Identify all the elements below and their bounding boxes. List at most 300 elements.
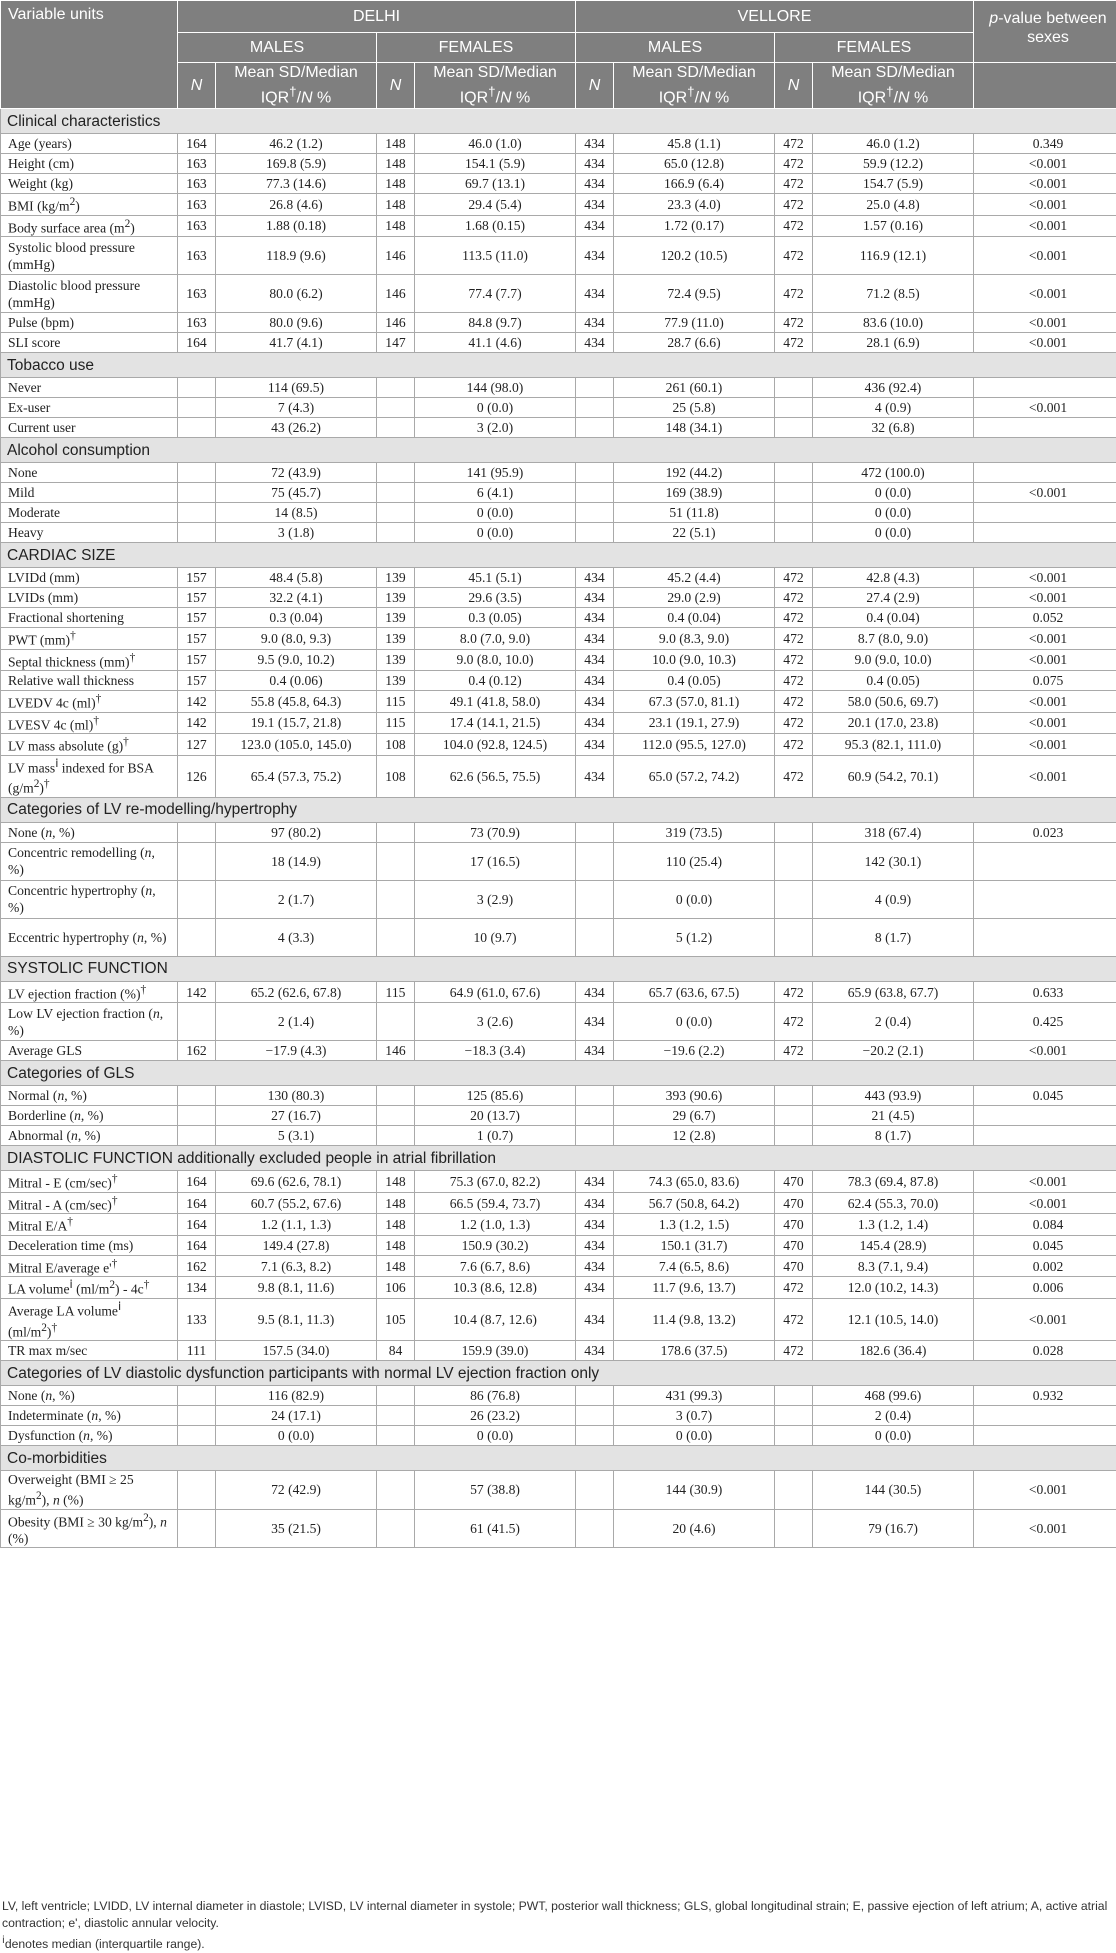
pvalue-cell bbox=[974, 378, 1116, 398]
section-title: Categories of GLS bbox=[1, 1061, 1116, 1086]
n-cell: 148 bbox=[377, 154, 415, 174]
n-cell: 139 bbox=[377, 671, 415, 691]
pvalue-cell: <0.001 bbox=[974, 483, 1116, 503]
n-cell bbox=[576, 418, 614, 438]
n-cell bbox=[178, 1406, 216, 1426]
n-cell: 470 bbox=[775, 1255, 813, 1277]
table-row bbox=[1, 418, 1116, 438]
table-row bbox=[1, 880, 1116, 918]
n-cell: 142 bbox=[178, 691, 216, 713]
n-cell bbox=[576, 503, 614, 523]
n-cell bbox=[377, 1086, 415, 1106]
row-label: Moderate bbox=[1, 503, 178, 523]
table-row bbox=[1, 378, 1116, 398]
n-cell: 434 bbox=[576, 275, 614, 313]
n-cell bbox=[377, 523, 415, 543]
table-row bbox=[1, 981, 1116, 1003]
value-cell: 8.0 (7.0, 9.0) bbox=[415, 628, 576, 650]
table-row bbox=[1, 194, 1116, 216]
n-cell: 434 bbox=[576, 154, 614, 174]
n-cell: 148 bbox=[377, 1214, 415, 1236]
value-cell: 71.2 (8.5) bbox=[813, 275, 974, 313]
n-cell: 472 bbox=[775, 215, 813, 237]
n-cell bbox=[377, 503, 415, 523]
row-label: Dysfunction (n, %) bbox=[1, 1426, 178, 1446]
table-row bbox=[1, 1298, 1116, 1340]
pvalue-cell: <0.001 bbox=[974, 1192, 1116, 1214]
n-cell: 472 bbox=[775, 1341, 813, 1361]
value-cell: 261 (60.1) bbox=[614, 378, 775, 398]
row-label: Current user bbox=[1, 418, 178, 438]
n-cell: 472 bbox=[775, 588, 813, 608]
n-cell bbox=[178, 880, 216, 918]
value-cell: 7.1 (6.3, 8.2) bbox=[216, 1255, 377, 1277]
n-cell: 434 bbox=[576, 628, 614, 650]
table-row bbox=[1, 1255, 1116, 1277]
value-cell: 154.7 (5.9) bbox=[813, 174, 974, 194]
value-cell: 4 (3.3) bbox=[216, 918, 377, 956]
section-title: SYSTOLIC FUNCTION bbox=[1, 956, 1116, 981]
pvalue-cell: <0.001 bbox=[974, 734, 1116, 756]
n-cell bbox=[377, 918, 415, 956]
section-header bbox=[1, 109, 1116, 134]
pvalue-cell bbox=[974, 1126, 1116, 1146]
value-cell: 48.4 (5.8) bbox=[216, 568, 377, 588]
n-cell: 434 bbox=[576, 1214, 614, 1236]
pvalue-cell: 0.052 bbox=[974, 608, 1116, 628]
n-cell: 126 bbox=[178, 755, 216, 797]
value-cell: 29.6 (3.5) bbox=[415, 588, 576, 608]
value-cell: 2 (0.4) bbox=[813, 1406, 974, 1426]
value-cell: 8 (1.7) bbox=[813, 1126, 974, 1146]
value-cell: 20 (4.6) bbox=[614, 1509, 775, 1548]
value-cell: 32.2 (4.1) bbox=[216, 588, 377, 608]
table-row bbox=[1, 1041, 1116, 1061]
value-cell: 178.6 (37.5) bbox=[614, 1341, 775, 1361]
value-cell: 18 (14.9) bbox=[216, 842, 377, 880]
n-cell bbox=[775, 1471, 813, 1510]
section-header bbox=[1, 353, 1116, 378]
n-cell: 157 bbox=[178, 588, 216, 608]
value-cell: 26 (23.2) bbox=[415, 1406, 576, 1426]
n-cell bbox=[775, 1426, 813, 1446]
table-row bbox=[1, 608, 1116, 628]
table-row bbox=[1, 691, 1116, 713]
value-cell: 65.0 (12.8) bbox=[614, 154, 775, 174]
n-cell: 434 bbox=[576, 671, 614, 691]
value-cell: 3 (0.7) bbox=[614, 1406, 775, 1426]
value-cell: 3 (2.9) bbox=[415, 880, 576, 918]
value-cell: 393 (90.6) bbox=[614, 1086, 775, 1106]
row-label: LV mass$^ⅰ$ indexed for BSA $(g/m^2)^\dagger$ bbox=[1, 755, 178, 797]
section-title: DIASTOLIC FUNCTION additionally excluded people in atrial fibrillation bbox=[1, 1146, 1116, 1171]
value-cell: 12.1 (10.5, 14.0) bbox=[813, 1298, 974, 1340]
n-cell bbox=[775, 463, 813, 483]
value-cell: 1.68 (0.15) bbox=[415, 215, 576, 237]
table-row bbox=[1, 842, 1116, 880]
table-row bbox=[1, 1277, 1116, 1299]
pvalue-cell: 0.425 bbox=[974, 1003, 1116, 1041]
table-row bbox=[1, 1235, 1116, 1255]
pvalue-cell: 0.006 bbox=[974, 1277, 1116, 1299]
value-cell: 35 (21.5) bbox=[216, 1509, 377, 1548]
n-cell: 434 bbox=[576, 755, 614, 797]
value-cell: 80.0 (9.6) bbox=[216, 313, 377, 333]
n-cell: 434 bbox=[576, 333, 614, 353]
n-cell: 434 bbox=[576, 174, 614, 194]
value-cell: 182.6 (36.4) bbox=[813, 1341, 974, 1361]
n-cell: 434 bbox=[576, 313, 614, 333]
n-cell: 470 bbox=[775, 1171, 813, 1193]
value-cell: 83.6 (10.0) bbox=[813, 313, 974, 333]
value-cell: 0 (0.0) bbox=[415, 503, 576, 523]
value-cell: 169.8 (5.9) bbox=[216, 154, 377, 174]
n-cell: 472 bbox=[775, 237, 813, 275]
value-cell: 2 (1.4) bbox=[216, 1003, 377, 1041]
section-title: Tobacco use bbox=[1, 353, 1116, 378]
section-header bbox=[1, 543, 1116, 568]
row-label: None (n, %) bbox=[1, 1386, 178, 1406]
value-cell: 1.3 (1.2, 1.5) bbox=[614, 1214, 775, 1236]
value-cell: 14 (8.5) bbox=[216, 503, 377, 523]
n-cell: 434 bbox=[576, 237, 614, 275]
value-cell: 60.9 (54.2, 70.1) bbox=[813, 755, 974, 797]
value-cell: 0 (0.0) bbox=[415, 1426, 576, 1446]
n-cell: 139 bbox=[377, 649, 415, 671]
n-cell: 434 bbox=[576, 712, 614, 734]
n-cell: 472 bbox=[775, 313, 813, 333]
row-label: None bbox=[1, 463, 178, 483]
pvalue-cell: <0.001 bbox=[974, 588, 1116, 608]
n-cell bbox=[178, 1471, 216, 1510]
value-cell: 123.0 (105.0, 145.0) bbox=[216, 734, 377, 756]
n-cell bbox=[377, 1126, 415, 1146]
n-cell bbox=[775, 880, 813, 918]
value-cell: 69.7 (13.1) bbox=[415, 174, 576, 194]
n-cell bbox=[178, 463, 216, 483]
value-cell: 0 (0.0) bbox=[813, 483, 974, 503]
n-cell: 470 bbox=[775, 1214, 813, 1236]
pvalue-cell: 0.349 bbox=[974, 134, 1116, 154]
n-cell bbox=[576, 1509, 614, 1548]
value-cell: 145.4 (28.9) bbox=[813, 1235, 974, 1255]
value-cell: 120.2 (10.5) bbox=[614, 237, 775, 275]
n-cell bbox=[178, 378, 216, 398]
value-cell: 159.9 (39.0) bbox=[415, 1341, 576, 1361]
table-row bbox=[1, 1426, 1116, 1446]
value-cell: 55.8 (45.8, 64.3) bbox=[216, 691, 377, 713]
value-cell: 431 (99.3) bbox=[614, 1386, 775, 1406]
pvalue-cell: <0.001 bbox=[974, 333, 1116, 353]
value-cell: −17.9 (4.3) bbox=[216, 1041, 377, 1061]
pvalue-cell bbox=[974, 523, 1116, 543]
value-cell: 0.4 (0.05) bbox=[614, 671, 775, 691]
row-label: Mild bbox=[1, 483, 178, 503]
value-cell: 4 (0.9) bbox=[813, 398, 974, 418]
value-cell: 77.3 (14.6) bbox=[216, 174, 377, 194]
value-cell: 41.7 (4.1) bbox=[216, 333, 377, 353]
n-cell: 434 bbox=[576, 1041, 614, 1061]
n-cell: 139 bbox=[377, 568, 415, 588]
n-cell: 434 bbox=[576, 568, 614, 588]
n-cell: 163 bbox=[178, 194, 216, 216]
table-body bbox=[1, 109, 1116, 1548]
n-cell: 164 bbox=[178, 1171, 216, 1193]
value-cell: 72 (43.9) bbox=[216, 463, 377, 483]
n-cell: 148 bbox=[377, 1255, 415, 1277]
n-cell: 148 bbox=[377, 174, 415, 194]
pvalue-cell: <0.001 bbox=[974, 194, 1116, 216]
n-cell bbox=[775, 1106, 813, 1126]
value-cell: 9.0 (8.0, 9.3) bbox=[216, 628, 377, 650]
pvalue-header: p-value between sexes bbox=[974, 1, 1116, 63]
n-cell: 157 bbox=[178, 628, 216, 650]
value-cell: 0 (0.0) bbox=[415, 398, 576, 418]
n-cell: 139 bbox=[377, 628, 415, 650]
table-row bbox=[1, 313, 1116, 333]
n-cell: 146 bbox=[377, 1041, 415, 1061]
table-row bbox=[1, 1192, 1116, 1214]
table-row bbox=[1, 174, 1116, 194]
n-cell: 164 bbox=[178, 1214, 216, 1236]
value-cell: 12.0 (10.2, 14.3) bbox=[813, 1277, 974, 1299]
row-label: Septal thickness (mm)† bbox=[1, 649, 178, 671]
n-cell bbox=[775, 1509, 813, 1548]
value-cell: 3 (1.8) bbox=[216, 523, 377, 543]
value-cell: 9.5 (9.0, 10.2) bbox=[216, 649, 377, 671]
value-cell: 56.7 (50.8, 64.2) bbox=[614, 1192, 775, 1214]
pvalue-cell: 0.002 bbox=[974, 1255, 1116, 1277]
n-cell: 472 bbox=[775, 608, 813, 628]
table-row bbox=[1, 154, 1116, 174]
value-cell: 69.6 (62.6, 78.1) bbox=[216, 1171, 377, 1193]
pvalue-cell: 0.045 bbox=[974, 1235, 1116, 1255]
row-label: LV mass absolute (g)† bbox=[1, 734, 178, 756]
mean-header: Mean SD/Median IQR†/N % bbox=[415, 63, 576, 109]
n-cell: 434 bbox=[576, 691, 614, 713]
value-cell: 49.1 (41.8, 58.0) bbox=[415, 691, 576, 713]
value-cell: 29.0 (2.9) bbox=[614, 588, 775, 608]
n-cell: 472 bbox=[775, 333, 813, 353]
table-row bbox=[1, 1126, 1116, 1146]
row-label: Overweight (BMI ≥ 25 $kg/m^2$), n (%) bbox=[1, 1471, 178, 1510]
row-label: Mitral E/A† bbox=[1, 1214, 178, 1236]
table-row bbox=[1, 1341, 1116, 1361]
mean-header: Mean SD/Median IQR†/N % bbox=[614, 63, 775, 109]
value-cell: 7 (4.3) bbox=[216, 398, 377, 418]
pvalue-cell bbox=[974, 1426, 1116, 1446]
n-cell bbox=[576, 880, 614, 918]
value-cell: 1 (0.7) bbox=[415, 1126, 576, 1146]
value-cell: 1.88 (0.18) bbox=[216, 215, 377, 237]
n-cell: 472 bbox=[775, 174, 813, 194]
row-label: PWT (mm)† bbox=[1, 628, 178, 650]
value-cell: 66.5 (59.4, 73.7) bbox=[415, 1192, 576, 1214]
value-cell: 142 (30.1) bbox=[813, 842, 974, 880]
value-cell: 9.0 (9.0, 10.0) bbox=[813, 649, 974, 671]
n-cell: 472 bbox=[775, 1041, 813, 1061]
vellore-males-header: MALES bbox=[576, 33, 775, 63]
n-cell: 147 bbox=[377, 333, 415, 353]
n-cell bbox=[377, 1426, 415, 1446]
value-cell: 0 (0.0) bbox=[813, 1426, 974, 1446]
pvalue-cell: <0.001 bbox=[974, 691, 1116, 713]
value-cell: 3 (2.6) bbox=[415, 1003, 576, 1041]
n-cell bbox=[576, 1386, 614, 1406]
median-note: $^ⅰ$denotes median (interquartile range). bbox=[2, 1932, 1116, 1953]
pvalue-cell: <0.001 bbox=[974, 237, 1116, 275]
n-cell bbox=[576, 1426, 614, 1446]
pvalue-cell: 0.028 bbox=[974, 1341, 1116, 1361]
table-row bbox=[1, 1471, 1116, 1510]
value-cell: 169 (38.9) bbox=[614, 483, 775, 503]
value-cell: 157.5 (34.0) bbox=[216, 1341, 377, 1361]
pvalue-subheader bbox=[974, 63, 1116, 109]
pvalue-cell: <0.001 bbox=[974, 1509, 1116, 1548]
section-header bbox=[1, 1061, 1116, 1086]
value-cell: 62.6 (56.5, 75.5) bbox=[415, 755, 576, 797]
value-cell: 65.2 (62.6, 67.8) bbox=[216, 981, 377, 1003]
value-cell: 80.0 (6.2) bbox=[216, 275, 377, 313]
n-cell: 162 bbox=[178, 1041, 216, 1061]
n-cell: 472 bbox=[775, 981, 813, 1003]
n-cell bbox=[178, 842, 216, 880]
value-cell: 72 (42.9) bbox=[216, 1471, 377, 1510]
n-cell bbox=[576, 463, 614, 483]
n-cell bbox=[377, 1003, 415, 1041]
pvalue-cell: 0.045 bbox=[974, 1086, 1116, 1106]
section-title: Categories of LV re-modelling/hypertrophy bbox=[1, 797, 1116, 822]
row-label: Indeterminate (n, %) bbox=[1, 1406, 178, 1426]
value-cell: 144 (30.9) bbox=[614, 1471, 775, 1510]
n-cell: 146 bbox=[377, 237, 415, 275]
value-cell: 28.1 (6.9) bbox=[813, 333, 974, 353]
n-cell bbox=[775, 418, 813, 438]
n-cell: 148 bbox=[377, 1171, 415, 1193]
n-cell: 434 bbox=[576, 1235, 614, 1255]
n-cell bbox=[775, 503, 813, 523]
n-cell: 146 bbox=[377, 313, 415, 333]
n-cell bbox=[576, 378, 614, 398]
value-cell: 2 (1.7) bbox=[216, 880, 377, 918]
n-cell: 434 bbox=[576, 734, 614, 756]
n-cell bbox=[377, 822, 415, 842]
n-cell: 434 bbox=[576, 588, 614, 608]
n-cell bbox=[576, 1126, 614, 1146]
value-cell: 41.1 (4.6) bbox=[415, 333, 576, 353]
n-cell: 472 bbox=[775, 671, 813, 691]
row-label: LA volume$^ⅰ$ $(ml/m^2) - 4c^\dagger$ bbox=[1, 1277, 178, 1299]
row-label: Relative wall thickness bbox=[1, 671, 178, 691]
n-cell: 470 bbox=[775, 1192, 813, 1214]
value-cell: 1.2 (1.1, 1.3) bbox=[216, 1214, 377, 1236]
value-cell: 125 (85.6) bbox=[415, 1086, 576, 1106]
table-row bbox=[1, 712, 1116, 734]
pvalue-cell: <0.001 bbox=[974, 174, 1116, 194]
value-cell: 7.6 (6.7, 8.6) bbox=[415, 1255, 576, 1277]
row-label: LV ejection fraction (%)† bbox=[1, 981, 178, 1003]
value-cell: 318 (67.4) bbox=[813, 822, 974, 842]
n-cell bbox=[178, 523, 216, 543]
n-cell: 434 bbox=[576, 1192, 614, 1214]
pvalue-cell: <0.001 bbox=[974, 649, 1116, 671]
n-cell: 434 bbox=[576, 1255, 614, 1277]
n-cell: 434 bbox=[576, 981, 614, 1003]
value-cell: 0 (0.0) bbox=[813, 523, 974, 543]
value-cell: 0.4 (0.04) bbox=[813, 608, 974, 628]
row-label: Obesity (BMI ≥ 30 $kg/m^2$), n (%) bbox=[1, 1509, 178, 1548]
n-cell: 139 bbox=[377, 608, 415, 628]
pvalue-cell bbox=[974, 1106, 1116, 1126]
n-cell bbox=[576, 918, 614, 956]
n-cell: 472 bbox=[775, 194, 813, 216]
n-cell bbox=[178, 1426, 216, 1446]
value-cell: 21 (4.5) bbox=[813, 1106, 974, 1126]
n-cell bbox=[576, 1406, 614, 1426]
section-header bbox=[1, 1361, 1116, 1386]
n-cell bbox=[377, 398, 415, 418]
n-cell bbox=[576, 1471, 614, 1510]
section-title: Categories of LV diastolic dysfunction participants with normal LV ejection fraction only bbox=[1, 1361, 1116, 1386]
value-cell: 26.8 (4.6) bbox=[216, 194, 377, 216]
value-cell: 12 (2.8) bbox=[614, 1126, 775, 1146]
n-cell: 127 bbox=[178, 734, 216, 756]
n-cell: 139 bbox=[377, 588, 415, 608]
value-cell: 116 (82.9) bbox=[216, 1386, 377, 1406]
n-cell: 472 bbox=[775, 649, 813, 671]
row-label: Ex-user bbox=[1, 398, 178, 418]
n-cell: 472 bbox=[775, 1277, 813, 1299]
n-cell: 148 bbox=[377, 1192, 415, 1214]
table-row bbox=[1, 215, 1116, 237]
n-cell bbox=[178, 918, 216, 956]
value-cell: 27.4 (2.9) bbox=[813, 588, 974, 608]
value-cell: 65.4 (57.3, 75.2) bbox=[216, 755, 377, 797]
n-cell: 434 bbox=[576, 1341, 614, 1361]
n-cell bbox=[178, 418, 216, 438]
value-cell: 1.3 (1.2, 1.4) bbox=[813, 1214, 974, 1236]
n-cell: 163 bbox=[178, 215, 216, 237]
value-cell: 0.4 (0.05) bbox=[813, 671, 974, 691]
n-cell: 472 bbox=[775, 1298, 813, 1340]
n-cell: 472 bbox=[775, 154, 813, 174]
row-label: LVIDs (mm) bbox=[1, 588, 178, 608]
value-cell: 8.7 (8.0, 9.0) bbox=[813, 628, 974, 650]
table-row bbox=[1, 734, 1116, 756]
n-cell: 146 bbox=[377, 275, 415, 313]
n-cell: 472 bbox=[775, 628, 813, 650]
row-label: Systolic blood pressure (mmHg) bbox=[1, 237, 178, 275]
n-cell bbox=[775, 483, 813, 503]
variable-units-header: Variable units bbox=[1, 1, 178, 109]
value-cell: 1.2 (1.0, 1.3) bbox=[415, 1214, 576, 1236]
row-label: LVESV 4c (ml)† bbox=[1, 712, 178, 734]
value-cell: 5 (3.1) bbox=[216, 1126, 377, 1146]
section-header bbox=[1, 1146, 1116, 1171]
row-label: Mitral E/average e'† bbox=[1, 1255, 178, 1277]
pvalue-cell: <0.001 bbox=[974, 313, 1116, 333]
value-cell: 0.3 (0.05) bbox=[415, 608, 576, 628]
table-row bbox=[1, 918, 1116, 956]
section-title: Co-morbidities bbox=[1, 1446, 1116, 1471]
n-cell: 164 bbox=[178, 1235, 216, 1255]
value-cell: 436 (92.4) bbox=[813, 378, 974, 398]
pvalue-cell: <0.001 bbox=[974, 755, 1116, 797]
value-cell: 104.0 (92.8, 124.5) bbox=[415, 734, 576, 756]
value-cell: 10.3 (8.6, 12.8) bbox=[415, 1277, 576, 1299]
value-cell: 45.1 (5.1) bbox=[415, 568, 576, 588]
value-cell: 10 (9.7) bbox=[415, 918, 576, 956]
